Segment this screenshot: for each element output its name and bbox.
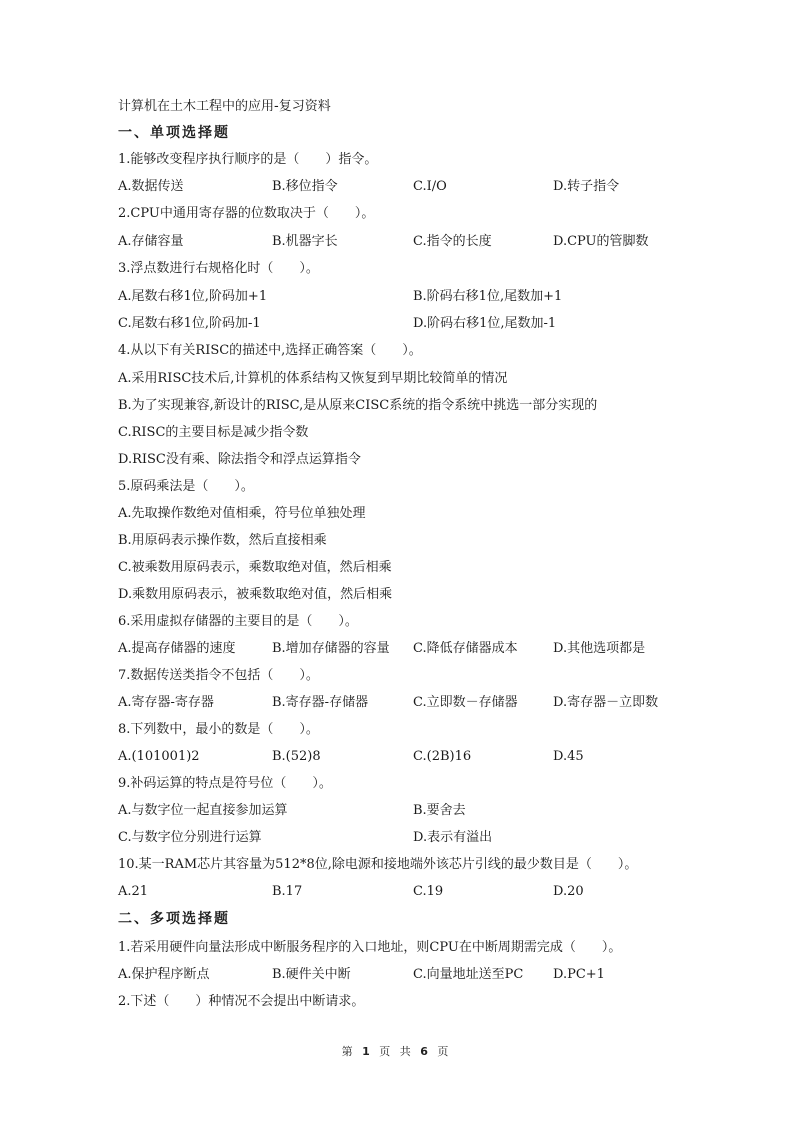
option-a: A.提高存储器的速度 [118,641,236,656]
option-c: C.被乘数用原码表示，乘数取绝对值，然后相乘 [118,560,392,575]
option-b: B.寄存器-存储器 [272,695,369,710]
option-c: C.RISC的主要目标是减少指令数 [118,425,309,440]
question-stem: 2.CPU中通用寄存器的位数取决于（ ）。 [118,206,375,221]
option-d: D.寄存器－立即数 [553,695,659,710]
option-c: C.向量地址送至PC [413,967,524,982]
option-c: C.立即数－存储器 [413,695,518,710]
option-a: A.存储容量 [118,234,184,249]
option-a: A.寄存器-寄存器 [118,695,214,710]
option-d: D.转子指令 [553,179,620,194]
footer-suffix: 页 [437,1045,452,1058]
option-d: D.表示有溢出 [413,830,493,845]
question-stem: 8.下列数中，最小的数是（ ）。 [118,722,319,737]
option-b: B.阶码右移1位,尾数加+1 [413,289,563,304]
option-a: A.与数字位一起直接参加运算 [118,803,288,818]
question-stem: 4.从以下有关RISC的描述中,选择正确答案（ ）。 [118,343,422,358]
option-c: C.(2B)16 [413,749,472,764]
question-stem: 3.浮点数进行右规格化时（ ）。 [118,261,319,276]
footer-middle: 页 共 [379,1045,414,1058]
option-c: C.降低存储器成本 [413,641,518,656]
option-d: D.RISC没有乘、除法指令和浮点运算指令 [118,452,361,467]
option-a: A.采用RISC技术后,计算机的体系结构又恢复到早期比较简单的情况 [118,371,508,386]
current-page-number: 1 [362,1045,373,1058]
option-c: C.I/O [413,179,447,194]
document-title: 计算机在土木工程中的应用-复习资料 [118,99,331,114]
question-stem: 1.能够改变程序执行顺序的是（ ）指令。 [118,152,378,167]
option-d: D.乘数用原码表示，被乘数取绝对值，然后相乘 [118,587,393,602]
option-b: B.移位指令 [272,179,338,194]
option-a: A.尾数右移1位,阶码加+1 [118,289,268,304]
option-d: D.20 [553,884,584,899]
option-b: B.增加存储器的容量 [272,641,390,656]
page-footer [0,1043,793,1059]
option-d: D.45 [553,749,584,764]
question-stem: 2.下述（ ）种情况不会提出中断请求。 [118,994,365,1009]
question-stem: 7.数据传送类指令不包括（ ）。 [118,668,319,683]
option-b: B.机器字长 [272,234,338,249]
option-a: A.数据传送 [118,179,184,194]
option-c: C.19 [413,884,444,899]
option-a: A.(101001)2 [118,749,200,764]
footer-prefix: 第 [341,1045,356,1058]
section-heading-single-choice: 一、单项选择题 [118,125,230,141]
section-heading-multiple-choice: 二、多项选择题 [118,911,230,927]
option-b: B.为了实现兼容,新设计的RISC,是从原来CISC系统的指令系统中挑选一部分实现的 [118,398,598,413]
option-b: B.硬件关中断 [272,967,351,982]
option-b: B.要舍去 [413,803,466,818]
question-stem: 10.某一RAM芯片其容量为512*8位,除电源和接地端外该芯片引线的最少数目是（ ）。 [118,857,638,872]
option-c: C.与数字位分别进行运算 [118,830,262,845]
total-pages-number: 6 [420,1045,431,1058]
option-d: D.PC+1 [553,967,605,982]
option-d: D.其他选项都是 [553,641,646,656]
question-stem: 5.原码乘法是（ ）。 [118,479,254,494]
option-c: C.尾数右移1位,阶码加-1 [118,316,261,331]
question-stem: 6.采用虚拟存储器的主要目的是（ ）。 [118,614,358,629]
option-d: D.阶码右移1位,尾数加-1 [413,316,557,331]
option-a: A.先取操作数绝对值相乘，符号位单独处理 [118,506,366,521]
option-b: B.(52)8 [272,749,321,764]
option-c: C.指令的长度 [413,234,492,249]
question-stem: 1.若采用硬件向量法形成中断服务程序的入口地址，则CPU在中断周期需完成（ ）。 [118,940,622,955]
option-a: A.保护程序断点 [118,967,210,982]
option-d: D.CPU的管脚数 [553,234,649,249]
option-b: B.用原码表示操作数，然后直接相乘 [118,533,327,548]
question-stem: 9.补码运算的特点是符号位（ ）。 [118,776,332,791]
option-a: A.21 [118,884,149,899]
option-b: B.17 [272,884,303,899]
